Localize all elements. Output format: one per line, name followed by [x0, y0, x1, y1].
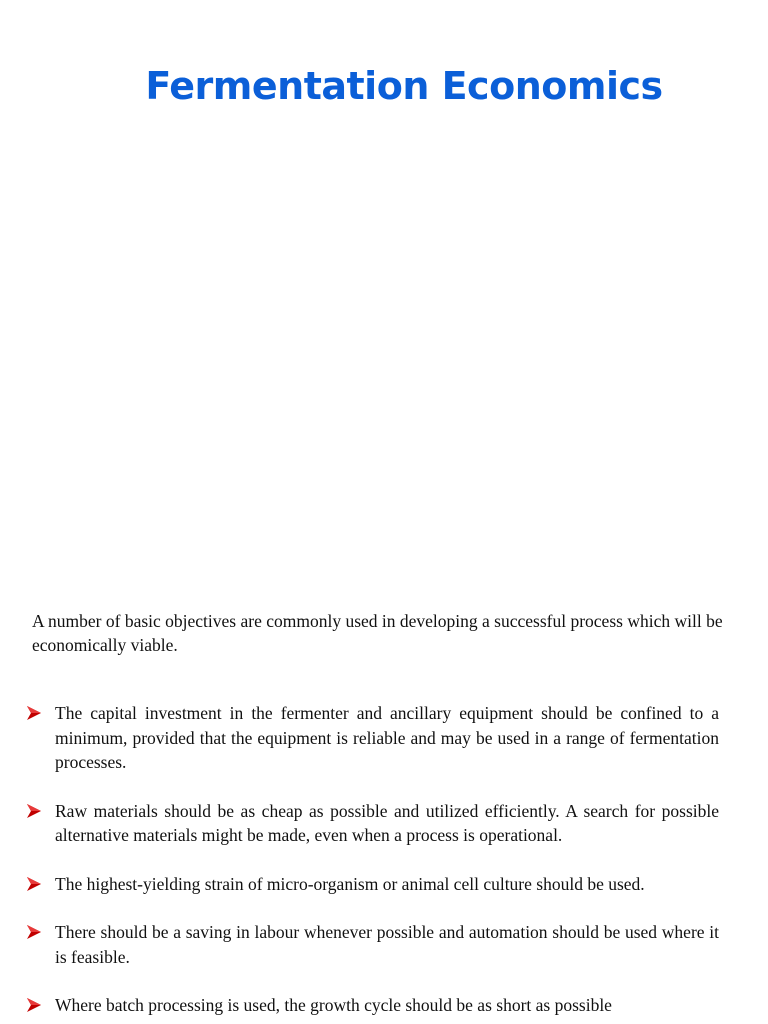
- list-item-text: The capital investment in the fermenter and ancillary equipment should be confined to a minimum, provided that the equipment is reliable and may be used in a range of fermentation processes.: [55, 703, 719, 772]
- arrow-bullet-icon: [26, 924, 42, 940]
- arrow-bullet-icon: [26, 997, 42, 1013]
- arrow-bullet-icon: [26, 803, 42, 819]
- page-title: Fermentation Economics: [145, 64, 663, 108]
- list-item-text: Raw materials should be as cheap as possible and utilized efficiently. A search for possible alternative materials might be made, even when a process is operational.: [55, 800, 719, 845]
- list-item-text: The highest-yielding strain of micro-organism or animal cell culture should be used.: [55, 873, 645, 894]
- list-item: [0, 993, 719, 1018]
- list-item: [0, 701, 719, 775]
- list-item-text: There should be a saving in labour whenever possible and automation should be used where it is feasible.: [55, 922, 719, 967]
- list-item: [0, 799, 719, 848]
- list-item: [0, 872, 719, 897]
- objectives-list: [0, 701, 768, 1024]
- intro-paragraph: A number of basic objectives are commonly used in developing a successful process which will be economically viable.: [32, 611, 723, 655]
- arrow-bullet-icon: [26, 876, 42, 892]
- arrow-bullet-icon: [26, 705, 42, 721]
- list-item: [0, 920, 719, 969]
- list-item-text: Where batch processing is used, the growth cycle should be as short as possible: [55, 995, 612, 1015]
